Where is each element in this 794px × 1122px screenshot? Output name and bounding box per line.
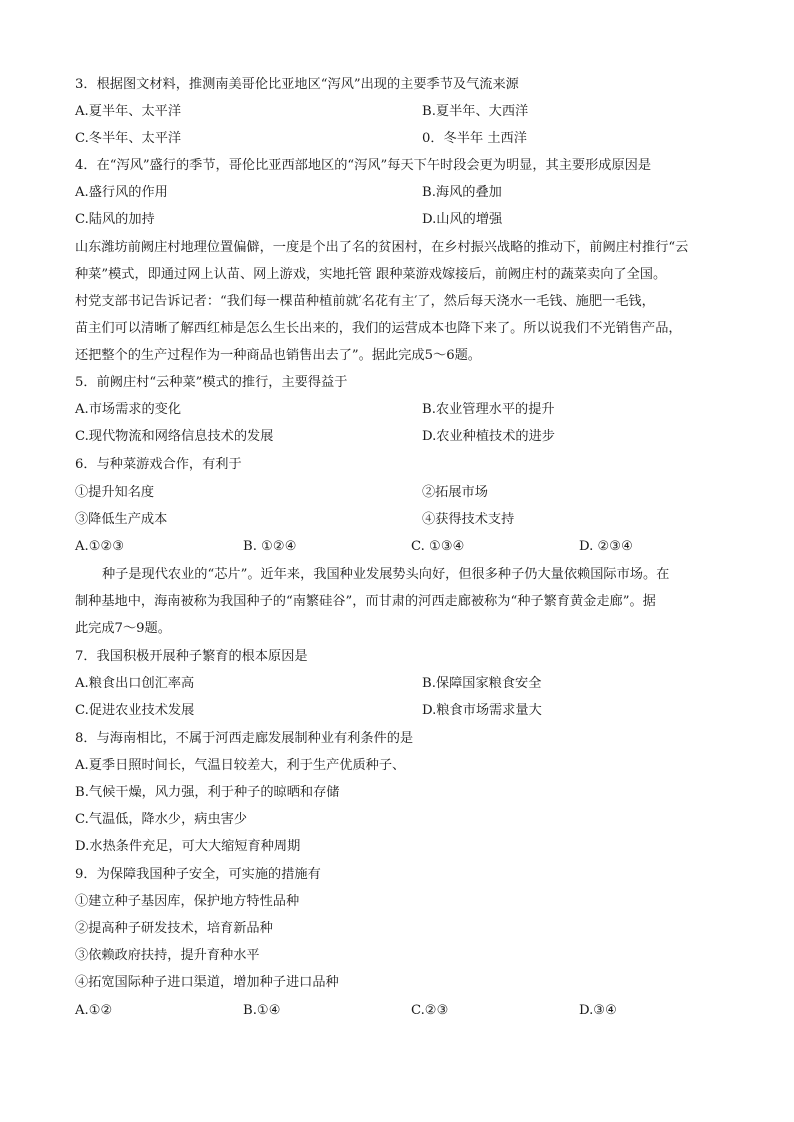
- passage-1-line-3: 村党支部书记告诉记者：“我们每一棵苗种植前就′名花有主′了，然后每天浇水一毛钱、施肥一毛钱，: [75, 294, 655, 309]
- q4-option-b: B.海风的叠加: [422, 185, 502, 200]
- q9-item-4: ④拓宽国际种子进口渠道，增加种子进口品种: [75, 975, 339, 990]
- passage-2-line-2: 制种基地中，海南被称为我国种子的“南繁硅谷”，而甘肃的河西走廊被称为“种子繁育黄金走廊”。据: [75, 594, 656, 609]
- q5-option-c: C.现代物流和网络信息技术的发展: [75, 429, 274, 444]
- q8-option-d: D.水热条件充足，可大大缩短育种周期: [75, 839, 301, 854]
- q6-item-2: ②拓展市场: [422, 485, 488, 500]
- q6-item-3: ③降低生产成本: [75, 512, 168, 527]
- q6-option-c: C. ①③④: [411, 539, 465, 554]
- q5-option-a: A.市场需求的变化: [75, 402, 182, 417]
- q3-option-c: C.冬半年、太平洋: [75, 131, 182, 146]
- q5-option-b: B.农业管理水平的提升: [422, 402, 555, 417]
- q6-option-b: B. ①②④: [243, 539, 297, 554]
- q9-option-d: D.③④: [579, 1003, 617, 1018]
- passage-2-line-1: 种子是现代农业的“芯片”。近年来，我国种业发展势头向好，但很多种子仍大量依赖国际市场。在: [102, 567, 670, 582]
- question-3-stem: 3．根据图文材料，推测南美哥伦比亚地区“泻风”出现的主要季节及气流来源: [75, 77, 519, 92]
- passage-1-line-1: 山东潍坊前阙庄村地理位置偏僻，一度是个出了名的贫困村，在乡村振兴战略的推动下，前阙庄村推行“云: [75, 240, 689, 255]
- q4-option-d: D.山风的增强: [422, 212, 503, 227]
- question-4-stem: 4．在“泻风”盛行的季节，哥伦比亚西部地区的“泻风”每天下午时段会更为明显，其主要形成原因是: [75, 158, 652, 173]
- q6-item-4: ④获得技术支持: [422, 512, 515, 527]
- q9-item-3: ③依赖政府扶持，提升育种水平: [75, 948, 260, 963]
- q7-option-d: D.粮食市场需求量大: [422, 703, 542, 718]
- q4-option-a: A.盛行风的作用: [75, 185, 168, 200]
- question-8-stem: 8．与海南相比，不属于河西走廊发展制种业有利条件的是: [75, 731, 414, 746]
- question-6-stem: 6．与种菜游戏合作，有利于: [75, 457, 242, 472]
- q8-option-b: B.气候干燥，风力强，利于种子的晾晒和存储: [75, 785, 340, 800]
- q9-item-2: ②提高种子研发技术，培育新品种: [75, 921, 273, 936]
- q9-option-c: C.②③: [411, 1003, 449, 1018]
- q5-option-d: D.农业种植技术的进步: [422, 429, 555, 444]
- q9-item-1: ①建立种子基因库，保护地方特性品种: [75, 894, 300, 909]
- q3-option-b: B.夏半年、大西洋: [422, 104, 529, 119]
- q6-option-d: D. ②③④: [579, 539, 633, 554]
- q3-option-a: A.夏半年、太平洋: [75, 104, 182, 119]
- question-7-stem: 7．我国积极开展种子繁育的根本原因是: [75, 649, 308, 664]
- q7-option-c: C.促进农业技术发展: [75, 703, 195, 718]
- q7-option-a: A.粮食出口创汇率高: [75, 676, 195, 691]
- q9-option-a: A.①②: [75, 1003, 113, 1018]
- q3-option-d: 0．冬半年 土西洋: [422, 131, 527, 146]
- q6-option-a: A.①②③: [75, 539, 125, 554]
- q4-option-c: C.陆风的加持: [75, 212, 155, 227]
- passage-1-line-2: 种菜”模式，即通过网上认苗、网上游戏，实地托管 跟种菜游戏嫁接后，前阙庄村的蔬菜卖向了全国。: [75, 267, 667, 282]
- passage-1-line-5: 还把整个的生产过程作为一种商品也销售出去了”。据此完成5～6题。: [75, 348, 481, 363]
- q8-option-c: C.气温低，降水少，病虫害少: [75, 812, 248, 827]
- question-5-stem: 5．前阙庄村“云种菜”模式的推行，主要得益于: [75, 375, 348, 390]
- q7-option-b: B.保障国家粮食安全: [422, 676, 542, 691]
- q6-item-1: ①提升知名度: [75, 485, 155, 500]
- passage-2-line-3: 此完成7～9题。: [75, 621, 171, 636]
- question-9-stem: 9．为保障我国种子安全，可实施的措施有: [75, 867, 321, 882]
- q9-option-b: B.①④: [243, 1003, 281, 1018]
- q8-option-a: A.夏季日照时间长，气温日较差大，利于生产优质种子、: [75, 758, 406, 773]
- passage-1-line-4: 苗主们可以清晰了解西红柿是怎么生长出来的，我们的运营成本也降下来了。所以说我们不光销售产品，: [75, 321, 682, 336]
